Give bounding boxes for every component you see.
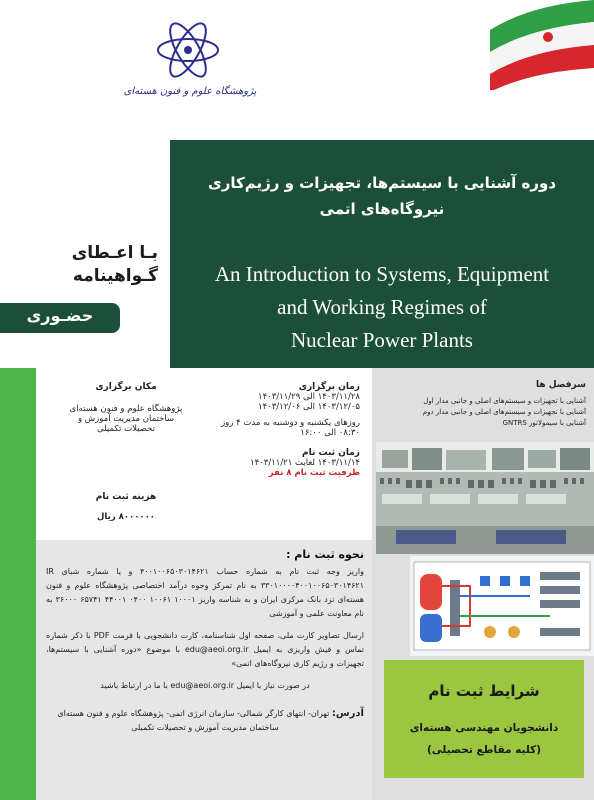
- persian-title-line2: نیروگاه‌های اتمی: [319, 200, 445, 218]
- place-line2: ساختمان مدیریت آموزش و: [77, 414, 175, 424]
- time-line1: ۱۴۰۳/۱۱/۲۸ الی ۱۴۰۳/۱۱/۲۹: [258, 392, 360, 402]
- fee-value: ۸۰۰۰۰۰۰ ریال: [97, 512, 155, 522]
- days-line1: روزهای یکشنبه و دوشنبه به مدت ۴ روز: [221, 418, 360, 428]
- topics-title: سرفصل ها: [536, 380, 586, 390]
- place-label: مکان برگزاری: [95, 382, 157, 392]
- topic-item: • آشنایی با تجهیزات و سیستم‌های اصلی و جانبی مدار دوم: [380, 407, 586, 418]
- english-title-line1: An Introduction to Systems, Equipment: [214, 262, 550, 286]
- time-line2: ۱۴۰۳/۱۲/۰۵ الی ۱۴۰۳/۱۲/۰۶: [258, 402, 360, 412]
- english-title: [170, 258, 594, 357]
- english-title-line2: and Working Regimes of: [277, 295, 487, 319]
- address-line1: تهران- انتهای کارگر شمالی- سازمان انرژی اتمی- پژوهشگاه علوم و فنون هسته‌ای: [57, 709, 330, 718]
- simulator-schematic-image: [410, 556, 594, 656]
- time-label: زمان برگزاری: [298, 382, 360, 392]
- iran-flag-icon: [490, 0, 594, 90]
- reg-time-value: ۱۴۰۳/۱۱/۱۴ لغایت ۱۴۰۳/۱۱/۲۱: [250, 458, 360, 468]
- conditions-title: شرایط ثبت نام: [428, 682, 540, 700]
- topic-item: • آشنایی با تجهیزات و سیستم‌های اصلی و جانبی مدار اول: [380, 396, 586, 407]
- org-logo-text: پژوهشگاه علوم و فنون هسته‌ای: [123, 86, 257, 97]
- fee-section: [56, 492, 196, 522]
- persian-title: [170, 170, 594, 222]
- address-line2: ساختمان مدیریت آموزش و تحصیلات تکمیلی: [131, 723, 279, 732]
- place-line1: پژوهشگاه علوم و فنون هسته‌ای: [69, 404, 183, 414]
- address-block: [46, 707, 364, 735]
- days-line2: ۰۸:۳۰ الی ۱۶:۰۰: [300, 428, 360, 438]
- topics-list: [380, 396, 594, 429]
- left-green-strip: [0, 368, 36, 800]
- persian-title-line1: دوره آشنایی با سیستم‌ها، تجهیزات و رژیم‌کاری: [207, 174, 557, 192]
- capacity-note: ظرفیت ثبت نام ۸ نفر: [268, 468, 360, 478]
- place-line3: تحصیلات تکمیلی: [96, 424, 155, 434]
- conditions-box: [384, 660, 584, 778]
- address-label: آدرس:: [331, 708, 364, 719]
- registration-contact-text: در صورت نیاز با ایمیل edu@aeoi.org.ir با ما در ارتباط باشید: [100, 681, 310, 690]
- place-section: [56, 382, 196, 434]
- conditions-line1: دانشجویان مهندسی هسته‌ای: [409, 722, 559, 734]
- registration-payment-text: واریز وجه ثبت نام به شماره حساب ۴۰۰۱۰۰۶۵۰۳۰۱۴۶۲۱ و یا شماره شبای IR ۳۳۰۱۰۰۰۰۴۰۰۱۰۰۶۵۰۳۰۱۴۶۲۱ به نام تمرکز وجوه درآمد اختصاصی پژوهشگاه علوم و فنون هسته‌ای نزد بانک مرکزی ایران و به شناسه واریز ۱۰۰۰۱ ۱۰۰۶۱ ۰۴۰۰ ۴۴۰۰۱ ۶۵۷۴۱ ۳۶۰۰۰ به نام معاونت علمی و آموزشی: [46, 567, 364, 618]
- certificate-badge-line2: گـواهینامه: [72, 266, 158, 286]
- time-section: [200, 382, 360, 478]
- conditions-line2: (کلیه مقاطع تحصیلی): [426, 744, 542, 756]
- control-room-photo: [376, 442, 594, 554]
- atom-logo-icon: [140, 20, 236, 80]
- registration-title: نحوه ثبت نام :: [286, 548, 364, 561]
- certificate-badge-line1: بـا اعـطای: [71, 243, 158, 263]
- registration-content: [46, 548, 364, 735]
- fee-label: هزینه ثبت نام: [95, 492, 157, 502]
- topic-item: • آشنایی با سیمولاتور GNTRS: [380, 418, 586, 429]
- reg-time-label: زمان ثبت نام: [301, 448, 360, 458]
- registration-documents-text: ارسال تصاویر کارت ملی، صفحه اول شناسنامه، کارت دانشجویی با فرمت PDF با ذکر شماره تماس و فیش واریزی به ایمیل edu@aeoi.org.ir با موضوع «دوره آشنایی با سیستم‌ها، تجهیزات و رژیم کاری نیروگاه‌های اتمی»: [46, 631, 364, 668]
- english-title-line3: Nuclear Power Plants: [291, 328, 473, 352]
- in-person-badge-label: حضـوری: [26, 306, 94, 325]
